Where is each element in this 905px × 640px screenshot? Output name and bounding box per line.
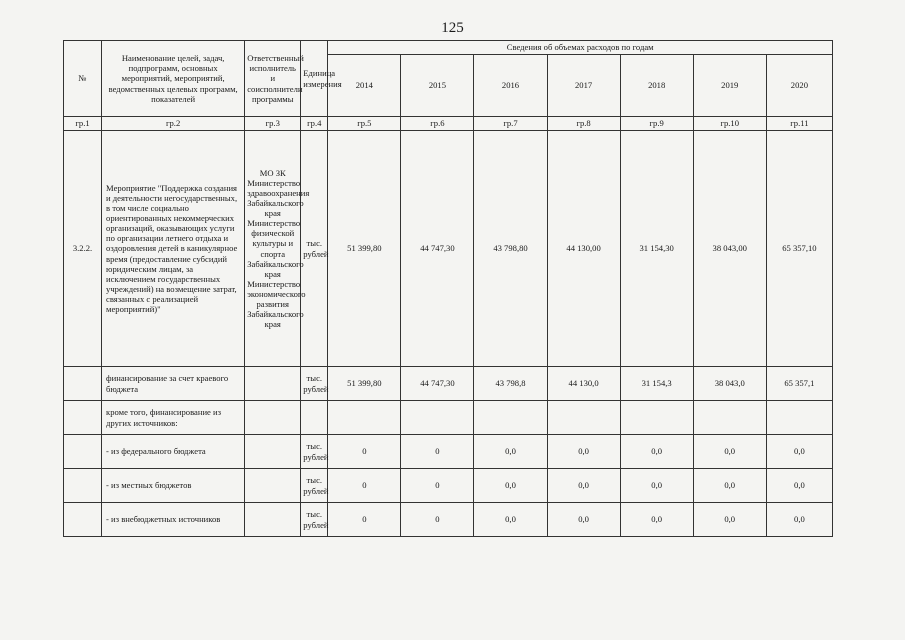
year-header: 2017 xyxy=(547,55,620,117)
year-header: 2018 xyxy=(620,55,693,117)
row-unit: тыс. рублей xyxy=(301,503,328,537)
row-unit xyxy=(301,401,328,435)
group-label: гр.4 xyxy=(301,117,328,131)
row-value: 0 xyxy=(401,435,474,469)
row-value: 0,0 xyxy=(693,435,766,469)
group-label: гр.2 xyxy=(102,117,245,131)
row-responsible xyxy=(245,469,301,503)
table-row xyxy=(64,469,833,503)
row-value: 0,0 xyxy=(766,435,832,469)
row-value: 0,0 xyxy=(474,469,547,503)
row-value: 0 xyxy=(328,435,401,469)
row-value: 0,0 xyxy=(547,503,620,537)
row-value: 51 399,80 xyxy=(328,367,401,401)
row-value: 0,0 xyxy=(474,435,547,469)
row-num xyxy=(64,503,102,537)
row-unit: тыс. рублей xyxy=(301,367,328,401)
year-header: 2019 xyxy=(693,55,766,117)
page-number: 125 xyxy=(441,20,464,36)
group-label: гр.10 xyxy=(693,117,766,131)
row-value: 44 130,0 xyxy=(547,367,620,401)
group-label: гр.3 xyxy=(245,117,301,131)
year-header: 2015 xyxy=(401,55,474,117)
table-row xyxy=(64,503,833,537)
row-name: - из местных бюджетов xyxy=(102,469,245,503)
year-header: 2020 xyxy=(766,55,832,117)
row-value: 0,0 xyxy=(547,469,620,503)
row-value: 38 043,0 xyxy=(693,367,766,401)
group-label: гр.8 xyxy=(547,117,620,131)
row-value: 65 357,1 xyxy=(766,367,832,401)
row-value: 0,0 xyxy=(620,435,693,469)
row-value: 0,0 xyxy=(474,503,547,537)
row-unit: тыс. рублей xyxy=(301,131,328,367)
group-label: гр.11 xyxy=(766,117,832,131)
header-row-1 xyxy=(64,41,833,55)
row-value: 0,0 xyxy=(693,469,766,503)
row-value: 38 043,00 xyxy=(693,131,766,367)
row-value: 51 399,80 xyxy=(328,131,401,367)
table-row xyxy=(64,367,833,401)
row-value xyxy=(620,401,693,435)
row-value: 0 xyxy=(401,503,474,537)
row-num xyxy=(64,469,102,503)
group-label: гр.7 xyxy=(474,117,547,131)
row-value: 0,0 xyxy=(547,435,620,469)
row-value: 44 130,00 xyxy=(547,131,620,367)
row-value xyxy=(474,401,547,435)
table-row xyxy=(64,435,833,469)
group-label: гр.5 xyxy=(328,117,401,131)
group-numbers-row xyxy=(64,117,833,131)
row-responsible: МО ЗК Министерство здравоохранения Забайкальского края Министерство физической культуры и спорта Забайкальского края Министерство экономического развития Забайкальского края xyxy=(245,131,301,367)
row-name: кроме того, финансирование из других источников: xyxy=(102,401,245,435)
row-value: 65 357,10 xyxy=(766,131,832,367)
row-name: - из внебюджетных источников xyxy=(102,503,245,537)
row-responsible xyxy=(245,401,301,435)
col-header-unit: Единица измерения xyxy=(301,41,328,117)
row-value: 43 798,80 xyxy=(474,131,547,367)
row-value: 0,0 xyxy=(766,503,832,537)
table-row xyxy=(64,401,833,435)
row-num xyxy=(64,435,102,469)
col-header-responsible: Ответственный исполнитель и соисполнители программы xyxy=(245,41,301,117)
row-value: 0 xyxy=(328,503,401,537)
group-label: гр.6 xyxy=(401,117,474,131)
row-name: Мероприятие "Поддержка создания и деятельности негосударственных, в том числе социально ориентированных некоммерческих организаций, оказывающих услуги по организации летнего отдыха и оздоровления детей в каникулярное время (предоставление субсидий юридическим лицам, за исключением государственных учреждений) на возмещение затрат, связанных с реализацией мероприятий)" xyxy=(102,131,245,367)
row-value: 0 xyxy=(328,469,401,503)
col-header-expenses: Сведения об объемах расходов по годам xyxy=(328,41,833,55)
table-row xyxy=(64,131,833,367)
year-header: 2016 xyxy=(474,55,547,117)
row-value xyxy=(547,401,620,435)
row-value: 0,0 xyxy=(620,503,693,537)
row-value: 31 154,30 xyxy=(620,131,693,367)
row-unit: тыс. рублей xyxy=(301,469,328,503)
row-num: 3.2.2. xyxy=(64,131,102,367)
row-value: 31 154,3 xyxy=(620,367,693,401)
row-value: 0,0 xyxy=(620,469,693,503)
row-value: 0,0 xyxy=(693,503,766,537)
row-num xyxy=(64,367,102,401)
col-header-num: № xyxy=(64,41,102,117)
row-unit: тыс. рублей xyxy=(301,435,328,469)
row-value xyxy=(401,401,474,435)
row-value: 44 747,30 xyxy=(401,367,474,401)
budget-table xyxy=(63,40,833,537)
row-num xyxy=(64,401,102,435)
col-header-name: Наименование целей, задач, подпрограмм, основных мероприятий, мероприятий, ведомственных целевых программ, показателей xyxy=(102,41,245,117)
row-responsible xyxy=(245,503,301,537)
row-responsible xyxy=(245,367,301,401)
row-value xyxy=(766,401,832,435)
row-value: 44 747,30 xyxy=(401,131,474,367)
group-label: гр.1 xyxy=(64,117,102,131)
row-value: 0,0 xyxy=(766,469,832,503)
group-label: гр.9 xyxy=(620,117,693,131)
year-header: 2014 xyxy=(328,55,401,117)
row-name: финансирование за счет краевого бюджета xyxy=(102,367,245,401)
row-value xyxy=(328,401,401,435)
row-responsible xyxy=(245,435,301,469)
row-value xyxy=(693,401,766,435)
row-name: - из федерального бюджета xyxy=(102,435,245,469)
row-value: 43 798,8 xyxy=(474,367,547,401)
row-value: 0 xyxy=(401,469,474,503)
